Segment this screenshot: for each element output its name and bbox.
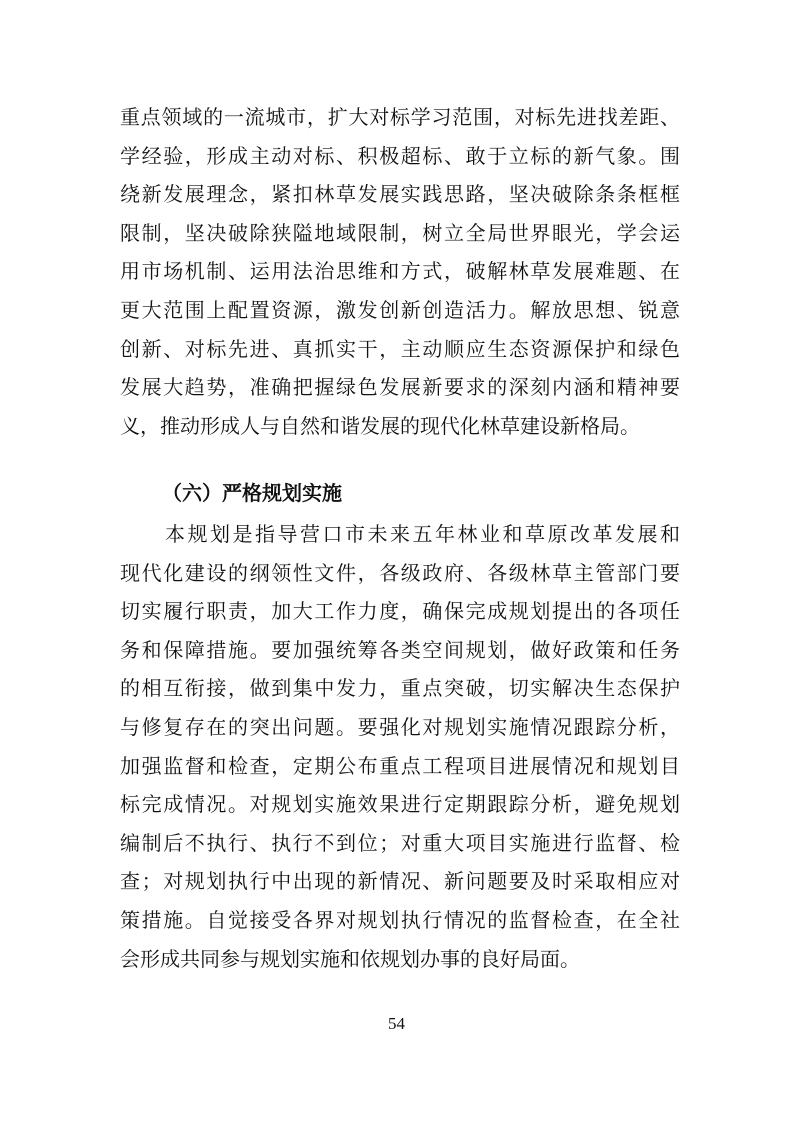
paragraph-line: 限制，坚决破除狭隘地域限制，树立全局世界眼光，学会运 xyxy=(120,220,680,245)
paragraph-line: 编制后不执行、执行不到位；对重大项目实施进行监督、检 xyxy=(120,830,680,855)
paragraph-line: 用市场机制、运用法治思维和方式，破解林草发展难题、在 xyxy=(120,259,680,284)
paragraph-line: 加强监督和检查，定期公布重点工程项目进展情况和规划目 xyxy=(120,753,680,778)
paragraph-line: 查；对规划执行中出现的新情况、新问题要及时采取相应对 xyxy=(120,869,680,894)
paragraph-2 xyxy=(120,515,680,978)
paragraph-line: 本规划是指导营口市未来五年林业和草原改革发展和 xyxy=(120,522,680,546)
paragraph-line: 标完成情况。对规划实施效果进行定期跟踪分析，避免规划 xyxy=(120,792,680,817)
paragraph-line: 的相互衔接，做到集中发力，重点突破，切实解决生态保护 xyxy=(120,676,680,701)
paragraph-line: 学经验，形成主动对标、积极超标、敢于立标的新气象。围 xyxy=(120,143,680,168)
paragraph-line: 绕新发展理念，紧扣林草发展实践思路，坚决破除条条框框 xyxy=(120,182,680,207)
paragraph-line: 与修复存在的突出问题。要强化对规划实施情况跟踪分析， xyxy=(120,714,680,739)
paragraph-line: 更大范围上配置资源，激发创新创造活力。解放思想、锐意 xyxy=(120,297,680,322)
paragraph-line: 义，推动形成人与自然和谐发展的现代化林草建设新格局。 xyxy=(120,413,640,438)
paragraph-line: 重点领域的一流城市，扩大对标学习范围，对标先进找差距、 xyxy=(120,105,680,129)
paragraph-1 xyxy=(120,98,680,445)
section-heading: （六）严格规划实施 xyxy=(162,481,342,505)
paragraph-line: 发展大趋势，准确把握绿色发展新要求的深刻内涵和精神要 xyxy=(120,375,680,400)
paragraph-line: 现代化建设的纲领性文件，各级政府、各级林草主管部门要 xyxy=(120,560,680,585)
paragraph-line: 策措施。自觉接受各界对规划执行情况的监督检查，在全社 xyxy=(120,907,680,932)
paragraph-line: 务和保障措施。要加强统筹各类空间规划，做好政策和任务 xyxy=(120,637,680,662)
page-number: 54 xyxy=(388,1014,405,1033)
paragraph-line: 会形成共同参与规划实施和依规划办事的良好局面。 xyxy=(120,946,580,971)
paragraph-line: 切实履行职责，加大工作力度，确保完成规划提出的各项任 xyxy=(120,599,680,624)
paragraph-line: 创新、对标先进、真抓实干，主动顺应生态资源保护和绿色 xyxy=(120,336,680,361)
